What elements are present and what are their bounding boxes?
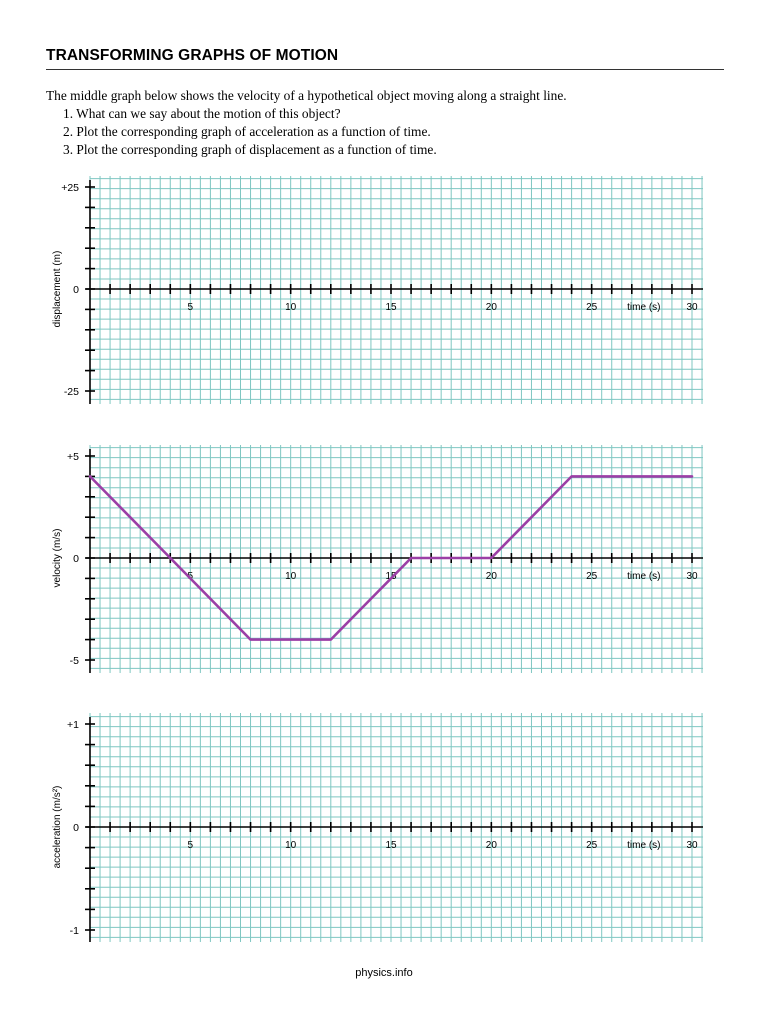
x-tick-label: 15 <box>385 571 397 582</box>
x-tick-label: 15 <box>385 840 397 851</box>
x-tick-label: 10 <box>285 571 297 582</box>
y-tick-label: +25 <box>61 182 79 194</box>
x-tick-label: 10 <box>285 302 297 313</box>
y-tick-label: -5 <box>69 655 79 667</box>
question-item: 1. What can we say about the motion of this object? <box>63 106 341 121</box>
y-tick-label: -25 <box>63 386 79 398</box>
intro-text: The middle graph below shows the velocity of a hypothetical object moving along a straight line. <box>46 88 567 103</box>
x-tick-label: 20 <box>485 571 497 582</box>
y-axis-label: displacement (m) <box>52 250 63 328</box>
graph-acceleration <box>52 713 703 942</box>
x-tick-label: 20 <box>485 302 497 313</box>
x-tick-label: 10 <box>285 840 297 851</box>
y-tick-label: +5 <box>67 451 79 463</box>
graph-displacement <box>52 176 703 404</box>
y-axis-label: acceleration (m/s²) <box>52 785 63 869</box>
x-tick-label: 15 <box>385 302 397 313</box>
y-tick-label: +1 <box>67 719 79 731</box>
x-tick-label: 5 <box>187 571 194 582</box>
y-tick-label: 0 <box>73 284 79 296</box>
y-tick-label: -1 <box>69 925 79 937</box>
graph-velocity <box>52 445 703 673</box>
x-tick-label: 30 <box>686 571 698 582</box>
question-item: 3. Plot the corresponding graph of displacement as a function of time. <box>63 142 437 157</box>
x-tick-label: 30 <box>686 840 698 851</box>
footer-credit: physics.info <box>355 967 413 979</box>
x-tick-label: 25 <box>586 302 598 313</box>
x-tick-label: 30 <box>686 302 698 313</box>
x-tick-label: 20 <box>485 840 497 851</box>
y-tick-label: 0 <box>73 553 79 565</box>
x-axis-label: time (s) <box>627 840 661 851</box>
x-axis-label: time (s) <box>627 302 661 313</box>
axes <box>86 717 703 942</box>
x-tick-label: 25 <box>586 840 598 851</box>
y-axis-label: velocity (m/s) <box>52 528 63 588</box>
axes <box>86 449 703 673</box>
question-item: 2. Plot the corresponding graph of acceleration as a function of time. <box>63 124 431 139</box>
x-tick-label: 5 <box>187 840 194 851</box>
x-tick-label: 25 <box>586 571 598 582</box>
x-axis-label: time (s) <box>627 571 661 582</box>
page-title: TRANSFORMING GRAPHS OF MOTION <box>46 47 339 64</box>
x-tick-label: 5 <box>187 302 194 313</box>
axes <box>86 180 703 404</box>
y-tick-label: 0 <box>73 822 79 834</box>
